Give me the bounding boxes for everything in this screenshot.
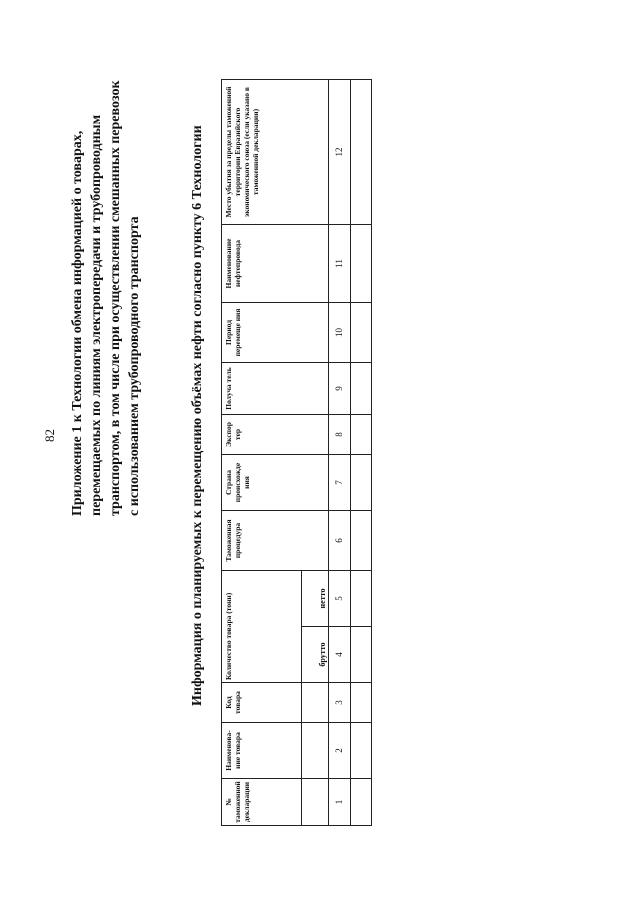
column-number: 10 <box>328 303 350 363</box>
column-number: 9 <box>328 363 350 415</box>
header-origin-country: Страна происхожде ния <box>222 455 329 511</box>
empty-cell <box>350 683 371 723</box>
empty-cell <box>350 415 371 455</box>
header-exit-place: Место убытия за пределы таможенной территории Евразийского экономического союза (если указано в таможенной декларации) <box>222 80 329 225</box>
column-number: 2 <box>328 723 350 779</box>
empty-cell <box>350 779 371 826</box>
table-title: Информация о планируемых к перемещению объёмах нефти согласно пункту 6 Технологии <box>190 125 205 706</box>
appendix-heading <box>68 46 144 516</box>
appendix-line: перемещаемых по линиям электропередачи и трубопроводным <box>89 114 104 516</box>
header-subcell <box>302 683 329 723</box>
header-exporter: Экспор тер <box>222 415 329 455</box>
subheader-gross: брутто <box>302 627 329 683</box>
header-goods-name: Наименова-ние товара <box>222 723 302 779</box>
column-number: 1 <box>328 779 350 826</box>
header-goods-code: Код товара <box>222 683 302 723</box>
subheader-net: нетто <box>302 571 329 627</box>
empty-cell <box>350 511 371 571</box>
empty-cell <box>350 80 371 225</box>
empty-cell <box>350 455 371 511</box>
column-number: 4 <box>328 627 350 683</box>
empty-cell <box>350 303 371 363</box>
header-subcell <box>302 723 329 779</box>
header-movement-period: Период перемеще ния <box>222 303 329 363</box>
header-pipeline-name: Наименование нефтепровода <box>222 225 329 303</box>
column-number: 8 <box>328 415 350 455</box>
empty-cell <box>350 225 371 303</box>
header-recipient: Получа тель <box>222 363 329 415</box>
header-declaration-number: № таможенной декларации <box>222 779 302 826</box>
empty-cell <box>350 363 371 415</box>
column-number: 3 <box>328 683 350 723</box>
page-number: 82 <box>42 429 57 442</box>
header-quantity: Количество товара (тонн) <box>222 571 302 683</box>
appendix-line: Приложение 1 к Технологии обмена информацией о товарах, <box>70 130 85 516</box>
empty-cell <box>350 627 371 683</box>
column-number: 11 <box>328 225 350 303</box>
appendix-line: с использованием трубопроводного транспорта <box>127 216 142 516</box>
header-customs-procedure: Таможенная процедура <box>222 511 329 571</box>
table-row <box>350 80 371 826</box>
column-number: 7 <box>328 455 350 511</box>
appendix-line: транспортом, в том числе при осуществлении смешанных перевозок <box>108 80 123 516</box>
column-number: 12 <box>328 80 350 225</box>
oil-volume-table <box>221 80 372 826</box>
column-number: 5 <box>328 571 350 627</box>
header-subcell <box>302 779 329 826</box>
empty-cell <box>350 723 371 779</box>
empty-cell <box>350 571 371 627</box>
column-number: 6 <box>328 511 350 571</box>
